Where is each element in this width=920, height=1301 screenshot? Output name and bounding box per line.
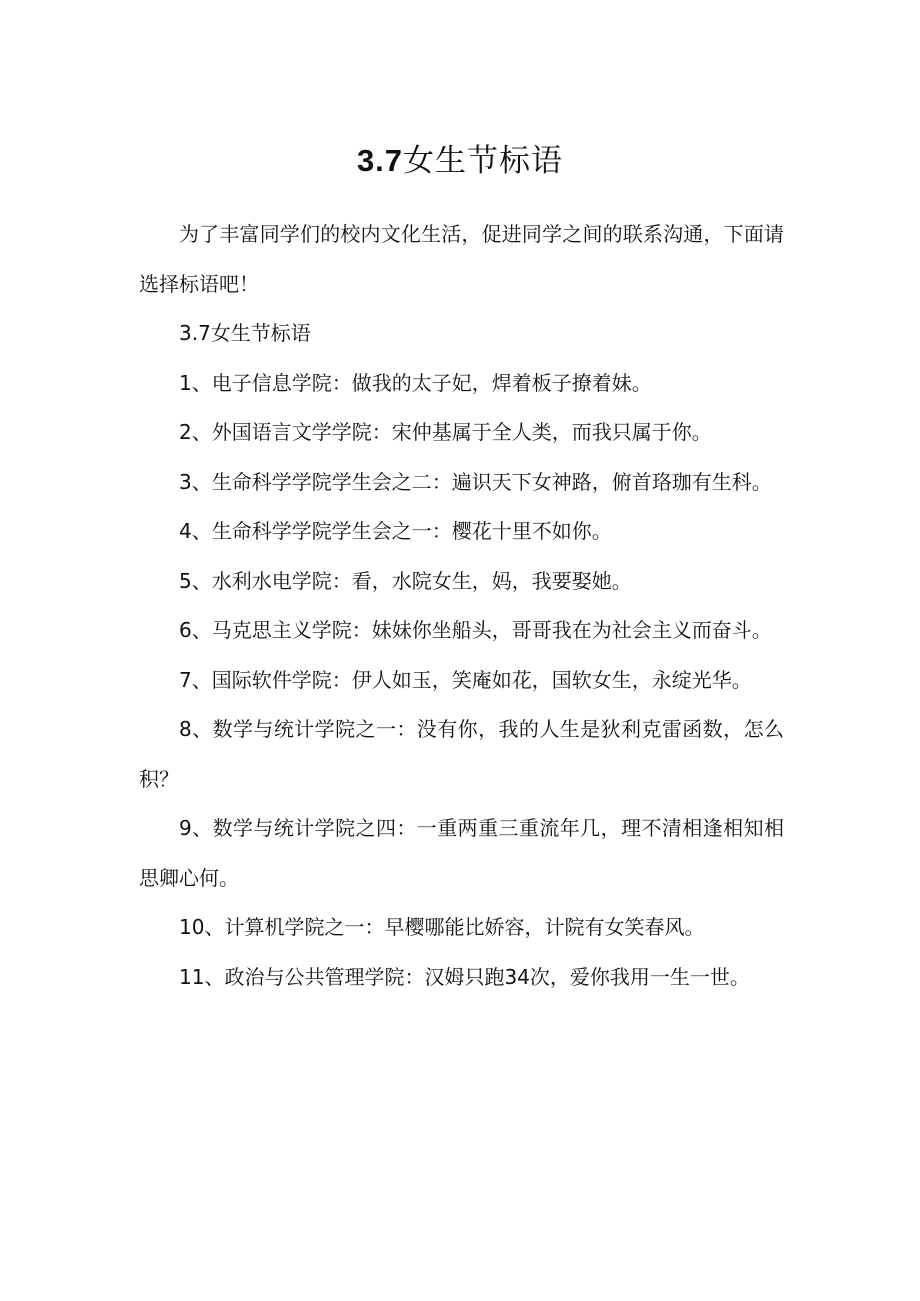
- slogan-item: 3、生命科学学院学生会之二：遍识天下女神路，俯首珞珈有生科。: [179, 469, 772, 494]
- slogan-item: 4、生命科学学院学生会之一：樱花十里不如你。: [179, 519, 612, 543]
- intro-paragraph: 为了丰富同学们的校内文化生活，促进同学之间的联系沟通，下面请选择标语吧！: [139, 222, 784, 296]
- slogan-item: 1、电子信息学院：做我的太子妃，焊着板子撩着妹。: [179, 370, 652, 395]
- slogan-item: 2、外国语言文学学院：宋仲基属于全人类，而我只属于你。: [179, 420, 712, 444]
- slogan-item: 5、水利水电学院：看，水院女生，妈，我要娶她。: [179, 568, 632, 593]
- document-body: [139, 210, 784, 1002]
- title-text: 女生节标语: [403, 143, 564, 179]
- slogan-item: 7、国际软件学院：伊人如玉，笑庵如花，国软女生，永绽光华。: [179, 667, 752, 692]
- slogan-item: 8、数学与统计学院之一：没有你，我的人生是狄利克雷函数，怎么积？: [139, 717, 784, 791]
- slogan-item: 10、计算机学院之一：早樱哪能比娇容，计院有女笑春风。: [179, 915, 705, 939]
- section-heading: 3.7女生节标语: [179, 321, 311, 345]
- slogan-item: 11、政治与公共管理学院：汉姆只跑34次，爱你我用一生一世。: [179, 964, 750, 989]
- title-number: 3.7: [356, 143, 404, 178]
- slogan-item: 9、数学与统计学院之四：一重两重三重流年几，理不清相逢相知相思卿心何。: [139, 816, 784, 890]
- slogan-item: 6、马克思主义学院：妹妹你坐船头，哥哥我在为社会主义而奋斗。: [179, 618, 772, 642]
- document-title: [0, 138, 920, 184]
